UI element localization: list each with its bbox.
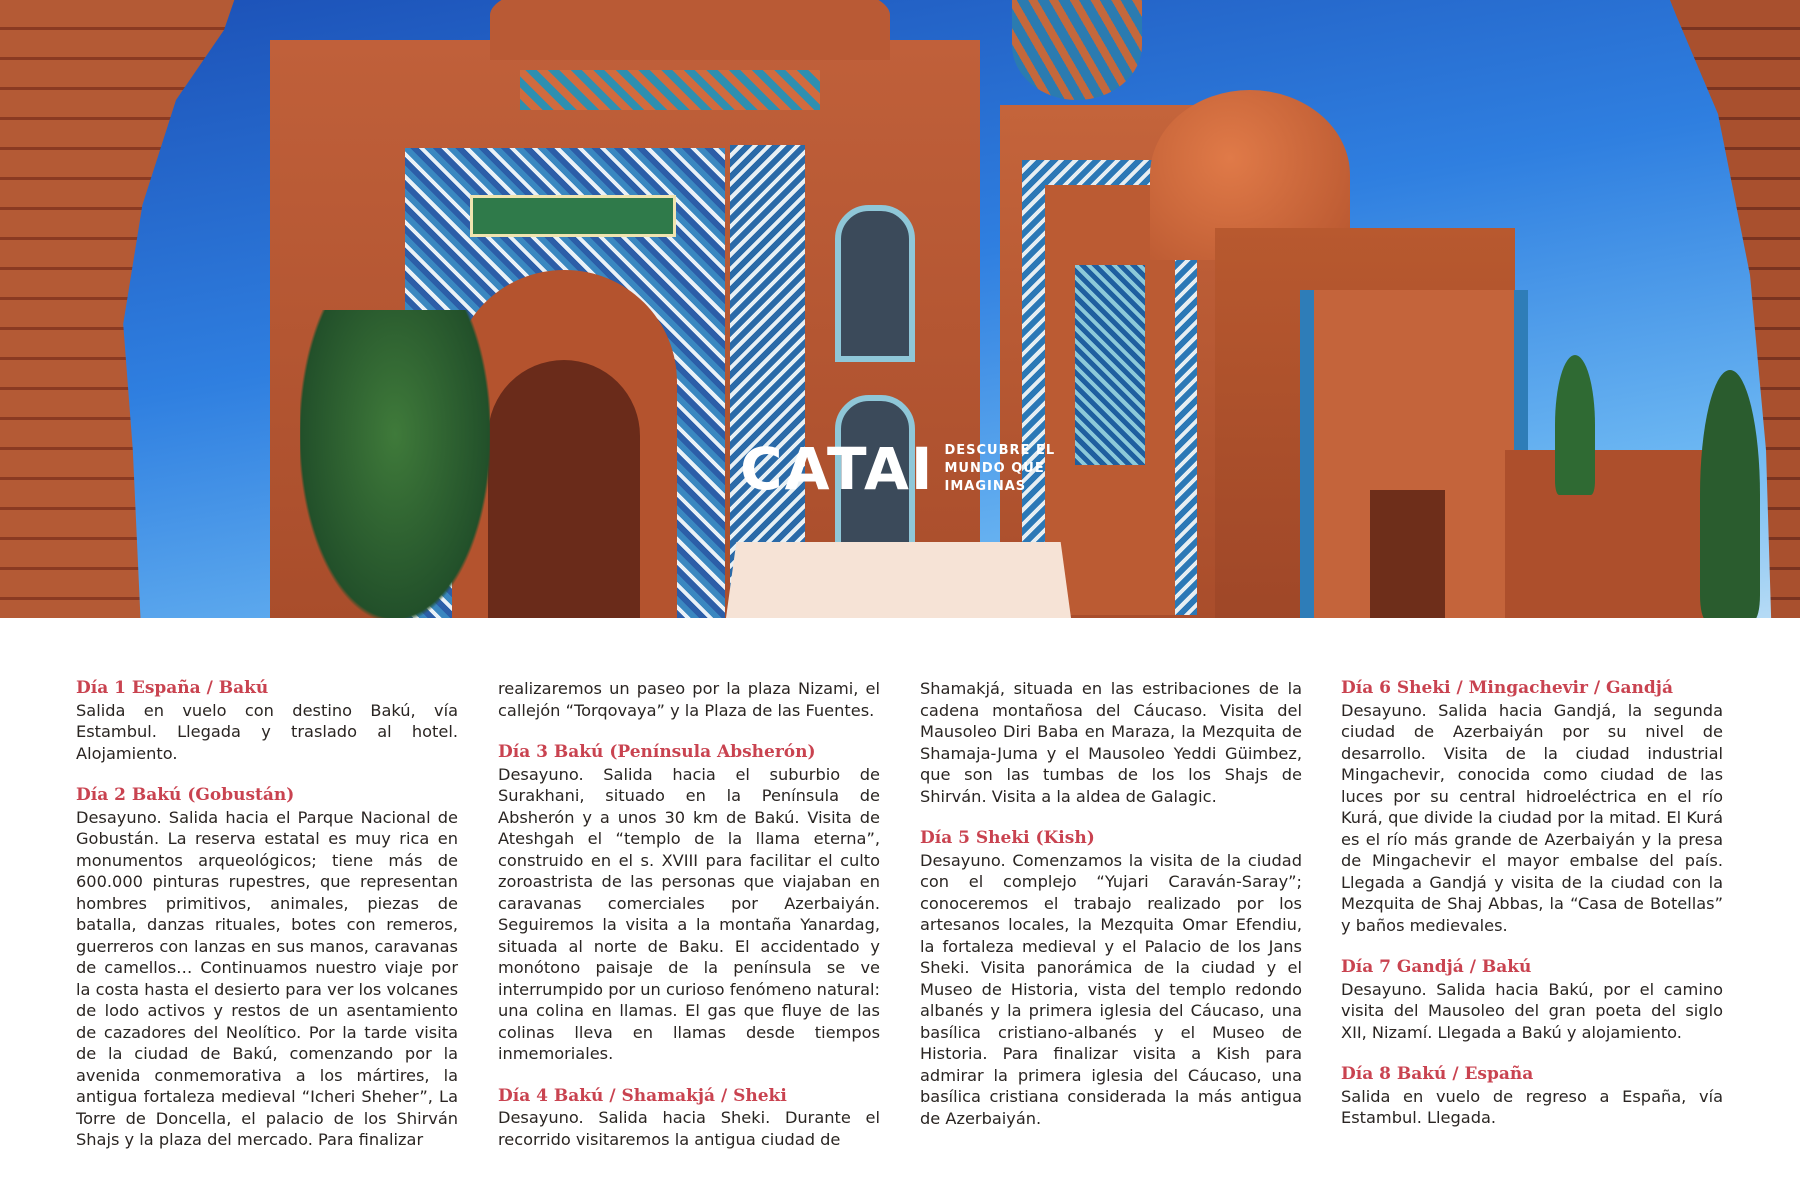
day-title: Día 8 Bakú / España [1341,1064,1534,1084]
portal-door [488,360,640,618]
day-text: Desayuno. Salida hacia el suburbio de Surakhani, situado en la Península de Absherón y a unos 30 km de Bakú. Visita de Ateshgah el “templo de la llama eterna”, construido en el s. XVIII para facilitar el culto zoroastrista de las personas que viajaban en caravanas comerciales por Azerbaiyán. Seguiremos la visita a la montaña Yanardag, situada al norte de Baku. El accidentado y monótono paisaje de la península se ve interrumpido por un curioso fenómeno natural: una colina en llamas. El gas que fluye de las colinas lleva en llamas desde tiempos inmemoriales. [498,764,880,1063]
day-text: Desayuno. Salida hacia Gandjá, la segunda ciudad de Azerbaiyán por su nivel de desarrollo. Visita de la ciudad industrial Mingachevir, conocida como ciudad de las luces por su central hidroeléctrica en el río Kurá, que divide la ciudad por la mitad. El Kurá es el río más grande de Azerbaiyán y la presa de Mingachevir el mayor embalse del país. Llegada a Gandjá y visita de la ciudad con la Mezquita de Shaj Abbas, la “Casa de Botellas” y baños medievales. [1341,700,1723,935]
itinerary-day [76,678,458,764]
tab-decoration [726,542,1071,618]
annex-door [1370,490,1445,618]
tagline-line: IMAGINAS [944,479,1027,494]
tree [1555,355,1595,495]
arched-window [835,205,915,362]
itinerary-day [498,742,880,1065]
itinerary-day [76,785,458,1151]
day-title: Día 7 Gandjá / Bakú [1341,957,1532,977]
itinerary-day [1341,1064,1723,1129]
day-title: Día 6 Sheki / Mingachevir / Gandjá [1341,678,1673,698]
itinerary-day [498,678,880,721]
day-text: Desayuno. Comenzamos la visita de la ciudad con el complejo “Yujari Caraván-Saray”; conoceremos el trabajo realizado por los artesanos locales, la Mezquita Omar Efendiu, la fortaleza medieval y el Palacio de los Jans Sheki. Visita panorámica de la ciudad y el Museo de Historia, vista del templo redondo albanés y la primera iglesia del Cáucaso, una basílica cristiano-albanés y el Museo de Historia. Para finalizar visita a Kish para admirar la primera iglesia del Cáucaso, una basílica cristiana considerada la más antigua de Azerbaiyán. [920,850,1302,1128]
day-text: Desayuno. Salida hacia Sheki. Durante el recorrido visitaremos la antigua ciudad de [498,1108,880,1149]
day-title: Día 1 España / Bakú [76,678,269,698]
day-text: Shamakjá, situada en las estribaciones de la cadena montañosa del Cáucaso. Visita del Mausoleo Diri Baba en Maraza, la Mezquita de Shamaja-Juma y el Mausoleo Yeddi Güimbez, que son las tumbas de los los Shajs de Shirván. Visita a la aldea de Galagic. [920,679,1302,806]
day-title: Día 2 Bakú (Gobustán) [76,785,295,805]
cypress-tree [1700,370,1760,618]
tile-band [520,70,820,110]
column-2 [498,678,880,1171]
column-4 [1341,678,1723,1150]
column-1 [76,678,458,1172]
day-title: Día 3 Bakú (Península Absherón) [498,742,816,762]
tree [300,310,490,618]
itinerary-day [920,828,1302,1129]
day-title: Día 4 Bakú / Shamakjá / Sheki [498,1085,787,1106]
column-3 [920,678,1302,1150]
day-text: Desayuno. Salida hacia Bakú, por el camino visita del Mausoleo del gran poeta del siglo XII, Nizamí. Llegada a Bakú y alojamiento. [1341,979,1723,1042]
calligraphy-panel [470,195,676,237]
logo-wordmark: CATAI [740,435,935,503]
logo-tagline [944,442,1055,496]
day-text: Salida en vuelo de regreso a España, vía Estambul. Llegada. [1341,1086,1723,1127]
itinerary-day [498,1086,880,1151]
brand-logo [740,435,1056,503]
tagline-line: MUNDO QUE [944,461,1045,476]
itinerary-day [1341,957,1723,1043]
day-text: Salida en vuelo con destino Bakú, vía Estambul. Llegada y traslado al hotel. Alojamiento. [76,700,458,763]
day-text: realizaremos un paseo por la plaza Nizami, el callejón “Torqovaya” y la Plaza de las Fuentes. [498,679,880,720]
tagline-line: DESCUBRE EL [944,443,1056,458]
mosque-dome [490,0,890,60]
day-title: Día 5 Sheki (Kish) [920,828,1095,848]
itinerary-day [920,678,1302,807]
itinerary-day [1341,678,1723,936]
tower-panel [1075,265,1145,465]
day-text: Desayuno. Salida hacia el Parque Nacional de Gobustán. La reserva estatal es muy rica en monumentos arqueológicos; tiene más de 600.000 pinturas rupestres, que representan hombres primitivos, animales, piezas de batalla, danzas rituales, botes con remeros, guerreros con lanzas en sus manos, caravanas de camellos… Continuamos nuestro viaje por la costa hasta el desierto para ver los volcanes de lodo activos y restos de un asentamiento de cazadores del Neolítico. Por la tarde visita de la ciudad de Bakú, comenzando por la avenida conmemorativa a los mártires, la antigua fortaleza medieval “Icheri Sheher”, La Torre de Doncella, el palacio de los Shirván Shajs y la plaza del mercado. Para finalizar [76,807,458,1149]
